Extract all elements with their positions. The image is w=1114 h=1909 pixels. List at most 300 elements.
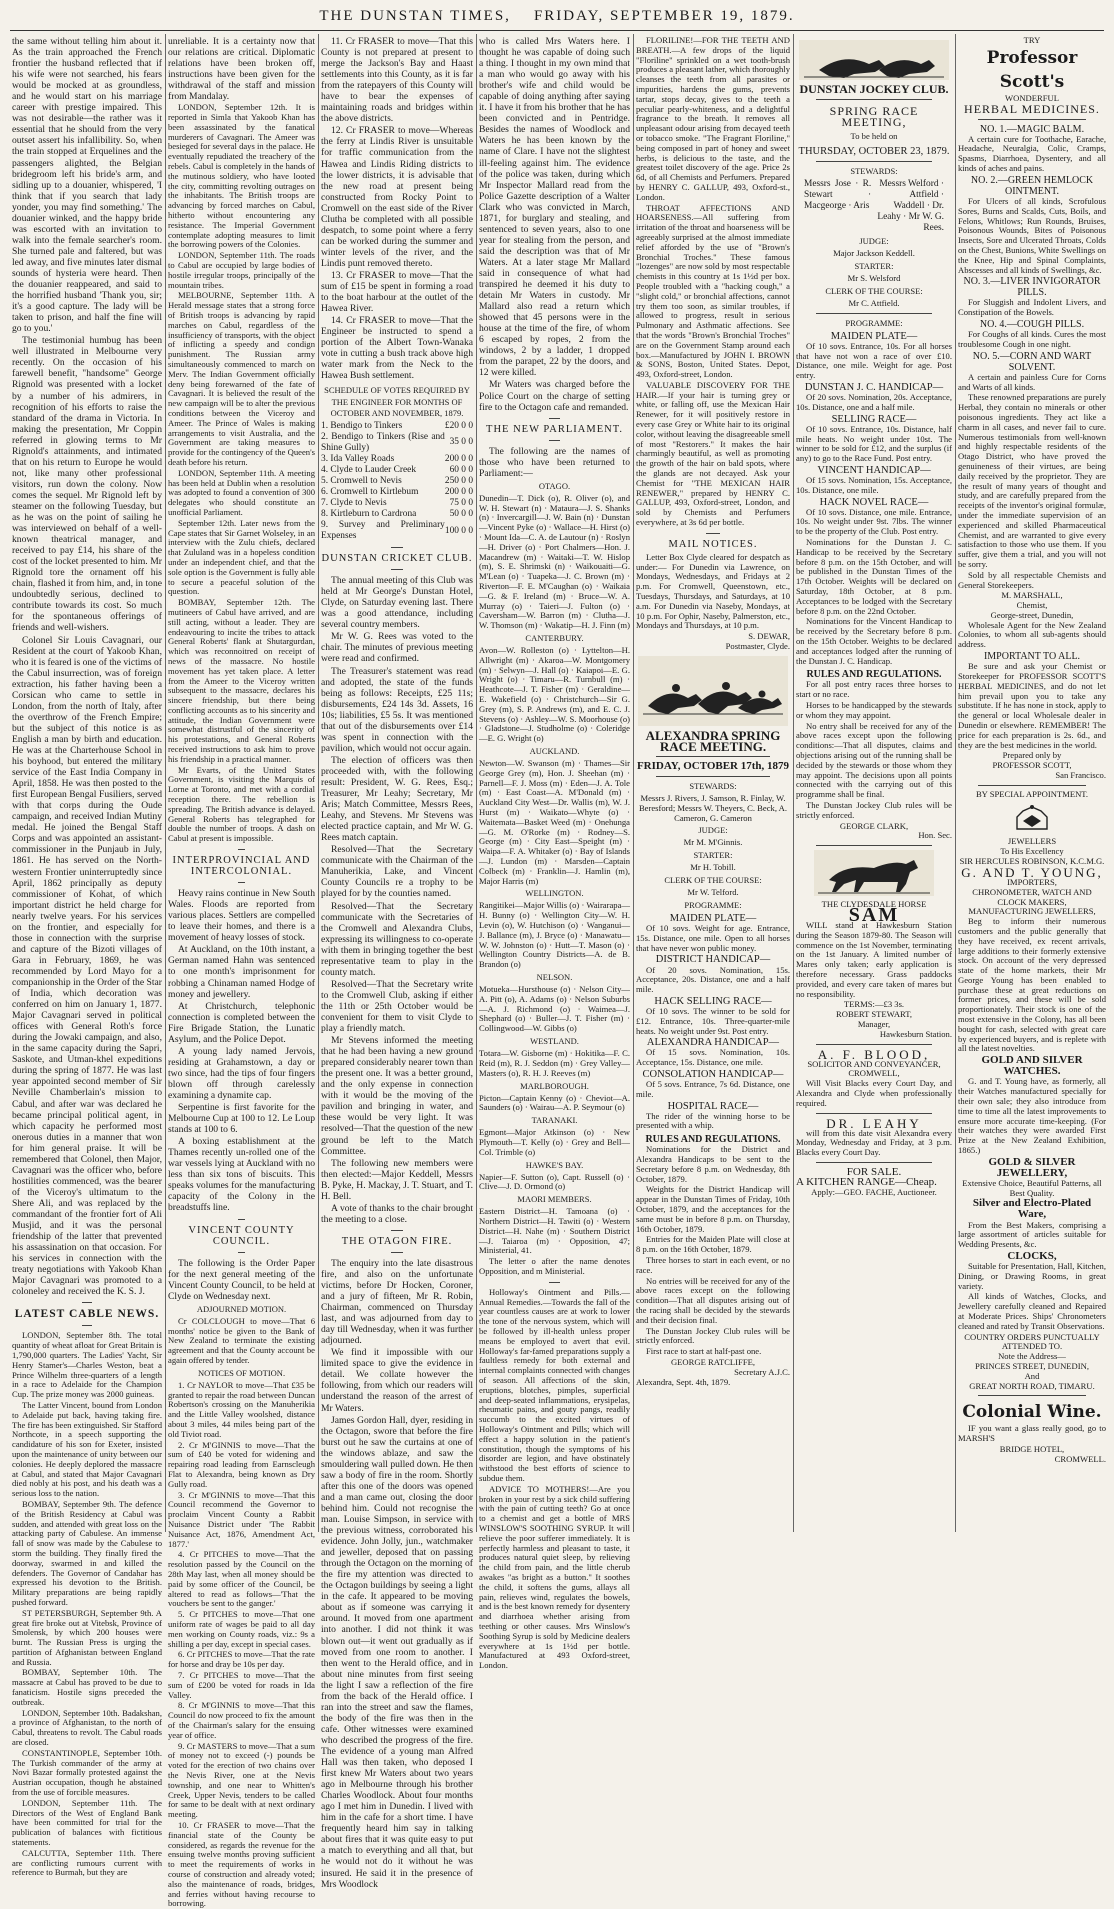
signature: ROBERT STEWART, (836, 1009, 912, 1020)
vote-amount: 100 0 0 (444, 525, 473, 536)
race-name: HACK SELLING RACE— (654, 995, 772, 1007)
story-paragraph: who is called Mrs Waters here. I thought he was capable of doing such a thing. I thought in my own mind that a man who would go away with his brother's wife and child would be capable of doing anything after saying it. I have it from his brother that he has been convicted and in Pentridge. Besides the names of Woodlock and Waters he has been known by the name of Clare. I have not the slightest ill-feeling against him. The evidence of the police was taken, during which Mr Inspector Mallard read from the Police Gazette description of a Walter Clark who was convicted in March, 1871, for burglary and stealing, and sentenced to seven years, also to one year for stealing from the person, and said the description was that of Mr Waters. At a later stage Mr Mallard said in consequence of what had transpired he deemed it his duty to detain Mr Waters in custody. Mr Mallard also read a return which showed that 45 persons were in the house at the time of the fire, of whom 6 escaped by ropes, 2 from the windows, 2 by a ladder, 1 dropped from the parapet, 22 by the doors, and 12 were killed. (479, 36, 630, 379)
story-paragraph: Mr Stevens informed the meeting that he had been having a new ground prepared considerably nearer town than the present one. It was a better ground, and the only expense in connection with it would be the moving of the pavilion and bringing in water, and these would be very light. It was resolved—That the question of the new ground be left to the Match Committee. (321, 1035, 473, 1157)
motion: 13. Cr FRASER to move—That the sum of £15 be spent in forming a road to the boat harbour at the outlet of the Hawea River. (321, 269, 473, 315)
subheading: PROGRAMME: (845, 317, 903, 328)
divider (816, 1113, 932, 1114)
vote-item: 7. Clyde to Nevis (321, 497, 387, 508)
meeting-subtitle: To be held on (850, 131, 898, 142)
signature: PROFESSOR SCOTT, (992, 760, 1072, 771)
ad-kicker: BY SPECIAL APPOINTMENT. (975, 788, 1089, 799)
divider (816, 845, 932, 846)
racehorses-engraving (638, 656, 788, 726)
vote-item: 5. Cromwell to Nevis (321, 475, 402, 486)
cable-item: ST PETERSBURGH, September 9th. A great fire broke out at Vitebsk, Province of Smolensk, by which 200 houses were burnt. The Russian Press is urging the partition of Afghanistan between England and Russia. (12, 1607, 162, 1667)
divider (238, 1252, 245, 1253)
product-text: Be sure and ask your Chemist or Storekeeper for PROFESSOR SCOTT'S HERBAL MEDICINES, and do not let him prevail upon you to take any substitute. If he has none in stock, apply to the general or local Wholesale dealer in Dunedin or elsewhere. REMEMBER! The price for each preparation is 2s. 6d., and they are the best medicines in the world. (958, 661, 1106, 750)
product-text: For Sluggish and Indolent Livers, and Constipation of the Bowels. (958, 297, 1106, 318)
ad-text: Will Visit Blacks every Court Day, and Alexandra and Clyde when professionally required. (796, 1078, 952, 1108)
stewards-block (796, 179, 952, 234)
story-paragraph: A young lady named Jervois, residing at Grahamstown, a day or two since, had the tips of four fingers blown off through carelessly examining a dynamite cap. (168, 1045, 315, 1101)
region-heading: CANTERBURY. (525, 632, 584, 643)
story-paragraph: James Gordon Hall, dyer, residing in the Octagon, swore that before the fire burst out he saw the curtains at one of the windows ablaze, and saw the smouldering wall pulled down. He then saw a body of fire in the room. Shortly after this one of the doors was opened and a man came out, closing the door behind him. Could not recognise the man. Louise Simpson, in service with the previous witness, corroborated his evidence. John Jolly, jun., watchmaker and jeweller, deposed that on passing through the Octagon on the morning of the fire my attention was directed to the Octagon buildings by seeing a light in the cafe. It appeared to be moving about as if someone was carrying it around. It moved from one apartment into another. I did not think it was blown out—it went out gradually as if moved from one room to another. I then went to the Herald office, and in about nine minutes from first seeing the light I saw a reflection of the fire from the back of the Herald office. I ran into the street and saw the flames, the body of the fire was then in the cafe. Other witnesses were examined who described the progress of the fire. The evidence of a young man Alfred Hall was then taken, who deposed I first knew Mr Waters about two years ago in Melbourne through his brother Charles Woodlock. About four months ago I met him in Dunedin. I lived with him in the cafe for a short time. I have frequently heard him say in talking about fires that it was quite easy to put a match to everything and all that, but he would not do it without he was insured. He said it in the presence of Mrs Woodlock (321, 1414, 473, 1890)
story-paragraph: MELBOURNE, September 11th. A Herald message states that a strong force of British troops is advancing by rapid marches on Cabul, regardless of the insufficiency of transports, with the object of inflicting a speedy and condign punishment. The Russian army simultaneously commenced to march on Merv. The Indian Government officially deny being forewarned of the fate of Cavagnari. It is believed the result of the new campaign will be to alter the previous conditions between the Viceroy and Ameer. The Prince of Wales is making arrangements to visit Australia, and the Government are taking measures to provide for the contingency of the Queen's death before his return. (168, 290, 315, 467)
agent-title: Chemist, (1016, 600, 1048, 611)
motion: 11. Cr FRASER to move—That this County is not prepared at present to merge the Jackson's Bay and Haast settlements into this County, as it is far from the ratepayers of this County will have to bear the expenses of maintaining roads and bridges within the above districts. (321, 36, 473, 125)
divider (656, 756, 770, 757)
region-heading: MARLBOROUGH. (520, 1080, 589, 1091)
vote-row (321, 487, 473, 498)
column-divider (165, 34, 166, 1532)
race-name: ALEXANDRA HANDICAP— (646, 1037, 780, 1049)
story-paragraph: September 12th. Later news from the Cape states that Sir Garnet Wolseley, in an interview with the Zulu chiefs, declared that Zululand was in a hopeless condition under an independent chief, and that the sole option is the Government is fully able to secure a peaceful solution of the question. (168, 517, 315, 597)
story-paragraph: The following are the names of those who have been returned to Parliament:— (479, 445, 630, 479)
divider (706, 533, 720, 534)
divider (978, 119, 1086, 120)
subheading: JUDGE: (698, 825, 728, 836)
story-paragraph: A boxing establishment at the Thames recently un-rolled one of the war vessels lying at Auckland with no less than six tons of biscuits. This speaks volumes for the manufacturing capacity of the Colony in the breadstuffs line. (168, 1136, 315, 1214)
ad-heading: CLOCKS, (1007, 1249, 1057, 1262)
section-heading: THE NEW PARLIAMENT. (486, 423, 623, 435)
ad-heading: HERBAL MEDICINES. (964, 101, 1100, 116)
header-rule (10, 30, 1104, 31)
race-details: Of 10 sovs. Weight for age. Entrance, 15s. Distance, one mile. Open to all horses that have never won public money. (636, 923, 790, 953)
race-details: The rider of the winning horse to be presented with a whip. (636, 1110, 790, 1131)
story-paragraph: The following is the Order Paper for the next general meeting of the Vincent County Council, to be held at Clyde on Wednesday next. (168, 1257, 315, 1302)
story-paragraph: At Christchurch, telephonic connection is completed between the Fire Brigade Station, the Lunatic Asylum, and the Police Depot. (168, 1000, 315, 1045)
story-paragraph: The annual meeting of this Club was held at Mr George's Dunstan Hotel, Clyde, on Saturday evening last. There was a good attendance, including several country members. (321, 575, 473, 631)
divider (391, 1252, 403, 1253)
column-4 (479, 36, 630, 1671)
jockey-club-heading: DUNSTAN JOCKEY CLUB. (799, 82, 949, 96)
advertisement: THROAT AFFECTIONS AND HOARSENESS.—All suffering from irritation of the throat and hoarseness will be agreeably surprised at the almost immediate relief afforded by the use of "Brown's Bronchial Troches." These famous "lozenges" are now sold by most respectable chemists in this country at 1s 1½d per box. People troubled with a "hacking cough," a "slight cold," or bronchial affections, cannot try them too soon, as similar troubles, if allowed to progress, result in serious Pulmonary and Asthmatic affections. See that the words "Brown's Bronchial Troches" are on the Government Stamp around each box.—Manufactured by JOHN I. BROWN & SONS, Boston, United States. Depot, 493, Oxford-street, London. (636, 202, 790, 380)
rule: The Dunstan Jockey Club rules will be strictly enforced. (796, 800, 952, 820)
story-paragraph: Resolved—That the Secretary communicate with the Chairman of the Manuherikia, Lake, and Vincent County Councils re a trophy to be played for by the counties named. (321, 844, 473, 900)
rule: For all post entry races three horses to start or no race. (796, 679, 952, 700)
story-paragraph: LONDON, September 11th. The roads to Cabul are occupied by large bodies of hostile irregular troops, principally of the mountain tribes. (168, 250, 315, 290)
race-name: VINCENT HANDICAP— (817, 464, 931, 476)
vote-item: 8. Kirtleburn to Cardrona (321, 508, 417, 519)
ad-name: A. F. BLOOD, (817, 1046, 931, 1062)
story-paragraph: We find it impossible with our limited space to give the evidence in detail. We collate however the following, from which our readers will understand the reason of the arrest of Mr Waters. (321, 1347, 473, 1414)
region-heading: WESTLAND. (530, 1036, 579, 1047)
story-paragraph: LONDON, September 12th. It is reported in Simla that Yakoob Khan has been assassinated by the fanatical murderers of Cavagnari. The Ameer was besieged for several days in the palace. He eventually repudiated the treachery of the rebels. Cabul is completely in the hands of the mutinous soldiery, who have looted the city, committing revolting outrages on the inhabitants. The British troops are advancing by forced marches on Cabul, hitherto without encountering any resistance. The Imperial Government contemplate adopting measures to limit the borrowing powers of the Colonies. (168, 102, 315, 250)
members-list: Rangitikei—Major Willis (o) · Wairarapa—H. Bunny (o) · Wellington City—W. H. Levin (o), W. Hutchison (o) · Wanganui—J. Ballance (m), J. Bryce (o) · Manawatu—W. W. Johnston (o) · Hutt—T. Mason (o) · Wellington Country Districts—A. de B. Brandon (o) (479, 900, 630, 970)
vote-amount: 200 0 0 (444, 486, 473, 497)
vote-row (321, 432, 473, 454)
signature: Hawkesburn Station. (879, 1028, 952, 1039)
stewards-list: Messrs J. Rivers, J. Samson, R. Finlay, W. Beresford; Messrs W. Theyers, C. Beck, A. Cameron, G. Cameron (638, 793, 788, 823)
product-text: These renowned preparations are purely Herbal, they contain no minerals or other poisonous ingredients. They act like a charm in all cases, and never fail to cure. Numerous testimonials from well-known and highly respectable residents of the Otago District, who have proved the genuineness of their virtues, are being daily received by the proprietor. They are the result of many years of thought and study, and are carefully prepared from the receipts of the inventor's original formulæ, under the immediate supervision of an experienced and skilled Pharmaceutical Chemist, and are warranted to give every satisfaction to those who use them. If you suffer, give them a trial, and you will not be sorry. (958, 392, 1106, 569)
divider (238, 849, 245, 850)
story-paragraph: The enquiry into the late disastrous fire, and also on the unfortunate victims, before Dr Hocken, Coroner, and a jury of fifteen, Mr R. Robin, Chairman, commenced on Thursday last, and was adjourned from day to day till Wednesday, when it was further adjourned. (321, 1257, 473, 1347)
race-name: MAIDEN PLATE— (830, 330, 918, 342)
vote-item: 1. Bendigo to Tinkers (321, 420, 403, 431)
motion: 9. Cr MASTERS to move—That a sum of money not to exceed (-) pounds be voted for the erection of two chains over the Nevis River, one at the Nevis township, and one near to Whitten's Creek, Upper Nevis, tenders to be called for same to be dealt with at next ordinary meeting. (168, 1740, 315, 1820)
motion: 1. Cr NAYLOR to move—That £35 be granted to repair the road between Duncan Robertson's crossing on the Manuherikia and the Little Valley woolshed, distance about 3 miles, 44 miles being part of the old Tiviot road. (168, 1379, 315, 1439)
subheading: STEWARDS: (850, 165, 898, 176)
ad-town: CROMWELL, (848, 1068, 900, 1079)
story-paragraph: Mr Waters was charged before the Police Court on the charge of setting fire to the Octagon cafe and remanded. (479, 379, 630, 413)
story-paragraph: The Treasurer's statement was read and adopted, the state of the funds being as follows: Receipts, £25 11s; disbursements, £24 14s 3d. Assets, 16 10s; liabilities, £5 5s. It was mentioned that out of the disbursements over £14 was spent in connection with the pavilion, which would not occur again. (321, 665, 473, 754)
motion: 14. Cr FRASER to move—That the Engineer be instructed to spend a portion of the Albert Town-Wanaka vote in cutting a bush track above high water mark from the Neck to the Hawea Bush settlement. (321, 315, 473, 382)
ad-heading: Silver and Electro-Plated Ware, (972, 1197, 1092, 1221)
ad-title: SOLICITOR AND CONVEYANCER, (807, 1058, 941, 1069)
divider (816, 1162, 932, 1163)
motion: 4. Cr PITCHES to move—That the resolution passed by the Council on the 28th May last, when all money should be paid by some officer of the Council, be altered to read as follows—'That the vouchers be sent to the ganger.' (168, 1549, 315, 1609)
rule: The Dunstan Jockey Club rules will be strictly enforced. (636, 1325, 790, 1346)
product-name: NO. 1.—MAGIC BALM. (979, 123, 1085, 135)
rule: Three horses to start in each event, or no race. (636, 1255, 790, 1275)
cable-item: LONDON, September 10th. Badakshan, a province of Afghanistan, to the north of Cabul, threatens to revolt. The Cabul roads are closed. (12, 1707, 162, 1748)
masthead-title: THE DUNSTAN TIMES, (319, 8, 511, 24)
vote-row (321, 498, 473, 509)
column-6 (796, 36, 952, 1532)
professor-scott-title: Professor Scott's (986, 47, 1078, 92)
rules-heading: RULES AND REGULATIONS. (806, 669, 942, 681)
race-name: CONSOLATION HANDICAP— (642, 1068, 784, 1080)
stewards-left: Messrs Jose · R. Stewart · Macgeorge · Aris (804, 179, 872, 212)
meeting-date: THURSDAY, OCTOBER 23, 1879. (798, 145, 950, 157)
address: PRINCES STREET, DUNEDIN, (975, 1360, 1089, 1371)
story-paragraph: LONDON, September 11th. A meeting has been held at Dublin when a resolution was adopted to found a convention of 300 delegates who should constitute an unofficial Parliament. (168, 467, 315, 517)
rule: Horses to be handicapped by the stewards or whom they may appoint. (796, 700, 952, 720)
ad-name: DR. LEAHY (826, 1115, 922, 1131)
address: And (1024, 1370, 1040, 1381)
race-details: Of 10 sovs. Entrance, 10s. For all horses that have not won a race of over £10. Distance, one mile. Weight for age. Post entry. (796, 340, 952, 381)
clerk: Mr C. Attfield. (848, 298, 900, 308)
vote-row (321, 454, 473, 465)
ad-kicker: JEWELLERS (1007, 836, 1057, 847)
agent-name: M. MARSHALL, (1001, 590, 1063, 601)
region-heading: NELSON. (536, 972, 573, 983)
race-date: FRIDAY, OCTOBER 17th, 1879 (636, 759, 790, 772)
story-paragraph: The election of officers was then proceeded with, with the following result: President, W. G. Rees, Esq.; Treasurer, Mr Leahy; Secretary, Mr Aris; Match Committee, Messrs Rees, Leahy, and Stevens. Mr Stevens was elected practice captain, and Mr W. G. Rees match captain. (321, 754, 473, 844)
address: GREAT NORTH ROAD, TIMARU. (969, 1380, 1095, 1391)
motion: 8. Cr M'GINNIS to move—That this Council do now proceed to fix the amount of the Chairman's salary for the ensuing year of office. (168, 1700, 315, 1740)
vote-row (321, 520, 473, 542)
signature: GEORGE RATCLIFFE, (670, 1357, 756, 1368)
clerk: Mr W. Telford. (687, 887, 739, 898)
motion: 12. Cr FRASER to move—Whereas the ferry at Lindis River is unsuitable for traffic communication from the Hawea and Lindis Riding districts to the lower districts, it is advisable that the new road at present being constructed from Rocky Point to Cromwell on the east side of the River Clutha be completed with all possible despatch, to some point where a ferry can be worked during the summer and winter levels of the river, and the Lindis punt removed thereto. (321, 125, 473, 269)
product-name: NO. 4.—COUGH PILLS. (979, 319, 1085, 331)
motion: 6. Cr PITCHES to move—That the rate for horse and dray be 10s per day. (168, 1649, 315, 1670)
vote-item: 9. Survey and Preliminary Expenses (321, 520, 445, 542)
members-list: Motueka—Hursthouse (o) · Nelson City—A. Pitt (o), A. Adams (o) · Nelson Suburbs—A. J. Richmond (o) · Waimea—J. Shephard (o) · Buller—J. T. Fisher (m) · Collingwood—W. Gibbs (o) (479, 984, 630, 1034)
motion: 10. Cr FRASER to move—That the financial state of the County be considered, as regards the revenue for the ensuing twelve months proving sufficient to meet the requirements of works in course of construction and already voted; also the maintenance of roads, bridges, and ferries without having recourse to borrowing. (168, 1819, 315, 1909)
cable-item: CONSTANTINOPLE, September 10th. The Turkish commander of the army at Novi Bazar formally protested against the Austrian occupation, though he abstained from the use of forcible measures. (12, 1747, 162, 1798)
motion: 7. Cr PITCHES to move—That the sum of £200 be voted for roads in Ida Valley. (168, 1669, 315, 1700)
divider (816, 313, 932, 314)
members-list: Dunedin—T. Dick (o), R. Oliver (o), and W. H. Stewart (n) · Mataura—J. S. Shanks (n) · Invercargill—J. W. Bain (n) · Dunstan—Vincent Pyke (o) · Wallace—H. Hirst (o) · Mount Ida—C. A. de Lautour (n) · Roslyn—H. Driver (o) · Port Chalmers—Hon. J. Macandrew (m) · Waitaki—T. W. Hislop (m), S. E. Shrimski (n) · Waikouaiti—G. M'Lean (o) · Tuapeka—J. C. Brown (m) · Riverton—F. E. M'Caughan (o) · Waikaia—G. & F. Ireland (m) · Bruce—W. A. Murray (o) · Taieri—J. Fulton (o) · Caversham—W. Barron (m) · Clutha—J. W. Thomson (m) · Wakatip—H. J. Finn (m) (479, 492, 630, 631)
product-text: For Ulcers of all kinds, Scrofulous Sores, Burns and Scalds, Cuts, Boils, and Felons, Whitlows; Run Rounds, Bruises, Poisonous Wounds, Bites of Poisonous Insects, Sore and Ulcerated Throats, Colds on the Chest, Bunions, White Swellings on the Knee, Hip and Spinal Complaints, Abscesses and all kinds of Swellings, &c. (958, 195, 1106, 275)
ad-text: Beg to inform their numerous customers and the public generally that they have received, ex recent arrivals, large additions to their formerly extensive stock. On account of the very depressed state of the home markets, their Mr George Young has been enabled to purchase these at great reductions on former prices, and these will be sold proportionately. Their stock is one of the most extensive in the Colony, has all been bought for cash, selected with great care by experienced buyers, and is replete with all the latest novelties. (958, 916, 1106, 1054)
divider (238, 882, 245, 883)
divider (391, 569, 403, 570)
divider (816, 161, 932, 162)
vote-item: 4. Clyde to Lauder Creek (321, 464, 417, 475)
story-paragraph: Mr W. G. Rees was voted to the chair. The minutes of previous meeting were read and confirmed. (321, 631, 473, 665)
members-list: Egmont—Major Atkinson (o) · New Plymouth—T. Kelly (o) · Grey and Bell—Col. Trimble (o) (479, 1127, 630, 1157)
vote-amount: 200 0 0 (444, 453, 473, 464)
subheading: STARTER: (693, 850, 733, 861)
product-name: NO. 5.—CORN AND WART SOLVENT. (972, 350, 1092, 373)
rule: First race to start at half-past one. (646, 1346, 762, 1357)
vote-amount: 75 0 0 (449, 497, 473, 508)
section-heading: MAIL NOTICES. (668, 538, 758, 550)
vote-amount: £20 0 0 (444, 420, 473, 431)
ad-text: From the Best Makers, comprising a large assortment of articles suitable for Wedding Presents, &c. (958, 1219, 1106, 1250)
race-name: DISTRICT HANDICAP— (655, 954, 771, 966)
nomination-notice: Nominations for the Vincent Handicap to be received by the Secretary before 8 p.m. on the 15th October. Weights to be declared and acceptances lodged after the running of the Dunstan J. C. Handicap. (796, 616, 952, 666)
product-text: A certain and painless Cure for Corns and Warts of all kinds. (958, 371, 1106, 392)
vote-item: 3. Ida Valley Roads (321, 453, 395, 464)
section-heading: VINCENT COUNTY COUNCIL. (188, 1224, 295, 1247)
advertisement: FLORILINE!—FOR THE TEETH AND BREATH.—A few drops of the liquid "Floriline" sprinkled on a wet tooth-brush produces a pleasant lather, which thoroughly cleanses the teeth from all parasites or impurities, hardens the gums, prevents tartar, stops decay, gives to the teeth a peculiar pearly-whiteness, and a delightful fragrance to the breath. It removes all unpleasant odour arising from decayed teeth or tobacco smoke. "The Fragrant Floriline," being composed in part of honey and sweet herbs, is delicious to the taste, and the greatest toilet discovery of the age. Price 2s 6d, of all Chemists and Perfumers. Prepared by HENRY C. GALLUP, 493, Oxford-st., London. (636, 35, 790, 202)
cable-item: BOMBAY, September 10th. The massacre at Cabul has proved to be due to fanaticism. Hostile signs preceded the outbreak. (12, 1667, 162, 1707)
race-name: DUNSTAN J. C. HANDICAP— (804, 382, 944, 394)
column-7 (958, 36, 1106, 1532)
product-text: For Coughs of all kinds. Cures the most troublesome Cough in one night. (958, 329, 1106, 349)
votes-heading: SCHEDULE OF VOTES REQUIRED BY THE ENGINEER FOR MONTHS OF OCTOBER AND NOVEMBER, 1879. (324, 385, 470, 418)
judge: Mr M. M'Ginnis. (683, 837, 743, 848)
divider (82, 1325, 92, 1326)
judge: Major Jackson Keddell. (833, 248, 915, 259)
story-paragraph: The testimonial humbug has been well illustrated in Melbourne very recently. On the occasion of his farewell benefit, "handsome" George Rignold was presented with a locket by a number of his admirers, in recognition of his efforts to raise the standard of the drama in Victoria. In making the presentation, Mr Coppin referred in glowing terms to Mr Rignold's attainments, and intimated that on his return to Europe he would not, like many other professional visitors, run down the colony. Now comes the sequel. Mr Rignold left by steamer on the following Tuesday, but as he was on the point of sailing he was interviewed on behalf of a well-known theatrical manager, and received to pay £14, his share of the cost of the locket presented to him. Mr Rignold tore the ornament off his chain, flashed it from him, and, in tone undoubtedly serious, declined to contribute towards its cost. So much for the spontaneous offerings of friends and well-wishers. (12, 335, 162, 634)
starter: Mr S. Welsford (847, 273, 901, 284)
race-engraving (799, 40, 949, 80)
ad-text: Prepared only by (1002, 750, 1062, 761)
race-details: Of 20 sovs. Nomination, 15s. Acceptance, 20s. Distance, one and a half mile. (636, 964, 790, 995)
signature: Secretary A.J.C. (734, 1366, 790, 1377)
story-paragraph: Resolved—That the Secretary write to the Cromwell Club, asking if either the 11th or 25th October would be convenient for them to visit Clyde to play a friendly match. (321, 978, 473, 1035)
product-text: A certain cure for Toothache, Earache, Headache, Neuralgia, Colic, Cramps, Spasms, Diarrhoea, Dysentery, and all kinds of aches and pains. (958, 133, 1106, 174)
horse-engraving (814, 850, 934, 896)
region-heading: AUCKLAND. (529, 746, 580, 756)
region-heading: HAWKE'S BAY. (525, 1159, 584, 1170)
story-paragraph: unreliable. It is a certainty now that our relations are critical. Diplomatic relations have been broken off, instructions have been given for the withdrawal of the staff and mission from Mandalay. (168, 36, 315, 103)
story-paragraph: Mr Evarts, of the United States Government, is visiting the Marquis of Lorne at Toronto, and met with a cordial reception there. The rebellion is spreading. The British advance is delayed. General Roberts has telegraphed for double the number of troops. A dash on Cabul at present is impossible. (168, 764, 315, 844)
meeting-title: SPRING RACE MEETING, (829, 104, 919, 130)
members-list: Picton—Captain Kenny (o) · Cheviot—A. Saunders (o) · Wairau—A. P. Seymour (o) (479, 1092, 630, 1113)
rule: Entries for the Maiden Plate will close at 8 p.m. on the 16th October, 1879. (636, 1234, 790, 1255)
race-details: Of 20 sovs. Nomination, 20s. Acceptance, 10s. Distance, one and a half mile. (796, 392, 952, 412)
hotel-town: CROMWELL. (1054, 1453, 1106, 1464)
subheading: STARTER: (854, 261, 894, 272)
subheading: PROGRAMME: (684, 899, 742, 910)
ad-text: All kinds of Watches, Clocks, and Jewellery carefully cleaned and Repaired at Moderate Prices. Ships' Chronometers cleaned and rated by Transit Observations. (958, 1291, 1106, 1331)
ad-text: A KITCHEN RANGE—Cheap. (796, 1176, 937, 1189)
column-divider (476, 34, 477, 1532)
race-details: Of 15 sovs. Nomination, 10s. Acceptance, 15s. Distance, one mile. (636, 1047, 790, 1068)
ad-text: IF you want a glass really good, go to MARSH'S (958, 1423, 1106, 1444)
ad-kicker: To His Excellency (1000, 846, 1064, 857)
product-text: Wholesale Agent for the New Zealand Colonies, to whom all sub-agents should address. (958, 619, 1106, 650)
story-paragraph: Colonel Sir Louis Cavagnari, our Resident at the court of Yakoob Khan, who it is feared is one of the victims of the Cabul insurrection, was of foreign extraction, his father having been a Corsican who came to settle in London, from the north of Italy, after the overthrow of the French Empire; but the subject of this notice is as English a man by birth and education. He was at the Charterhouse School in his boyhood, but entered the military service of the East India Company in April, 1858. He was then posted to the first European Bengal Fusiliers, served with that corps during the Oude campaign, and received Indian Mutiny medal. He joined the Bengal Staff Corps and was appointed an assistant-commissioner in the Punjaub in July, 1861. He has served on the North-western Frontier uninterruptedly since April, 1862 principally as deputy commissioner of Kohat, of which important district he held charge for nearly twelve years. For his services on the frontier, and especially for those in connection with the surprise and capture of the Bizoti villages of Gara in February, 1869, he was recommended by Lord Mayo for a companionship in the Order of the Star of India, which decoration was conferred on him on January 1, 1877. Major Cavagnari served in political offices with General Roth's force during the Jowaki campaign, and also, in the same capacity during the Sapri, Saskote, and Utman-khel expeditions during the spring of 1877. He was last year appointed second member of Sir Neville Chamberlain's mission to Cabul, and after war was declared he became principal political agent, in which capacity he performed most onerous duties in a manner that won for him general praise. It will be remembered that Colonel, then Major, Cavagnari was the officer who, before hostilities commenced, was the bearer of the Viceroy's ultimatum to the Shere Ali, and was replaced by the commandant of the frontier fort of Ali Musjid, and it was the personal friendship of the latter that prevented his assassination on that occasion. For his services in connection with the treaty negotiations with Yakoob Khan Major Cavagnari was promoted to a coloneley and received the K. S. J. (12, 634, 163, 1298)
race-details: Of 5 sovs. Entrance, 7s 6d. Distance, one mile. (636, 1079, 790, 1099)
signature: Hon. Sec. (918, 830, 952, 841)
vote-row (321, 465, 473, 476)
column-1 (12, 36, 163, 1878)
members-list: Avon—W. Rolleston (o) · Lyttelton—H. Allwright (m) · Akaroa—W. Montgomery (m) · Selwyn—J. Hall (o) · Kaiapoi—E. G. Wright (o) · Timaru—R. Turnbull (m) · Heathcote—J. T. Fisher (m) · Geraldine—E. Wakefield (o) · Christchurch—Sir G. Grey (m), S. P. Andrews (m), and E. C. J. Stevens (o) · Ashley—W. S. Moorhouse (o) · Gladstone—J. Studholme (o) · Coleridge—E. G. Wright (o) (479, 645, 630, 744)
hotel-name: BRIDGE HOTEL, (999, 1443, 1065, 1454)
advertisement: Holloway's Ointment and Pills.—Annual Remedies.—Towards the fall of the year countless causes are at work to lower the tone of the nervous system, which will be followed by ill-health unless proper means be employed to avert that evil. Holloway's far-famed preparations supply a faultless remedy for both external and internal complaints connected with changes of season. All affections of the skin, eruptions, blotches, pimples, superficial and deep-seated inflammations, erysipelas, rheumatic pains, and gouty pangs, readily succumb to the excited virtues of Holloway's Ointment and Pills; which will effect a happy solution in the patient's constitution, though the symptoms of his disorder are legion, and have obstinately withstood the best efforts of science to subdue them. (479, 1286, 630, 1483)
rule: Nominations for the District and Alexandra Handicaps to be sent to the Secretary before 8 p.m. on Wednesday, 8th October, 1879. (636, 1144, 790, 1184)
alexandra-race-heading: ALEXANDRA SPRING RACE MEETING. (645, 727, 781, 754)
signature: San Francisco. (1055, 769, 1106, 780)
divider (549, 418, 560, 419)
signature: Alexandra, Sept. 4th, 1879. (636, 1376, 731, 1387)
divider (549, 1282, 560, 1283)
members-list: Totara—W. Gisborne (m) · Hokitika—F. C. Reid (m), R. J. Seddon (m) · Grey Valley—Masters (o), R. H. J. Reeves (m) (479, 1048, 630, 1078)
vote-item: 2. Bendigo to Tinkers (Rise and Shine Gully) (321, 431, 445, 453)
masthead-date: FRIDAY, SEPTEMBER 19, 1879. (533, 8, 795, 24)
cable-item: LONDON, September 11th. The Directors of the West of England Bank have been committed for trial for the publication of balances with fictitious statements. (12, 1797, 162, 1848)
ad-kicker: IMPORTERS, (1007, 876, 1057, 887)
colonial-wine-title: Colonial Wine. (962, 1402, 1102, 1423)
rules-heading: RULES AND REGULATIONS. (645, 1134, 781, 1146)
ad-text: G. and T. Young have, as formerly, all their Watches manufactured specially for their own sale; they also introduce from time to time all the latest improvements to ensure more accurate time-keeping. (For their watches they were awarded First Prize at the New Zealand Exhibition, 1865.) (958, 1076, 1106, 1155)
ad-text: WILL stand at Hawkesburn Station during the Season 1879-80. The Season will commence on the 1st November, terminating on the 1st January. A limited number of Mares only taken; early application is therefore necessary. Grass paddocks provided, and every care taken of mares but no responsibility. (796, 920, 952, 999)
race-name: SELLING RACE— (831, 413, 917, 425)
ad-kicker: WONDERFUL (1005, 92, 1059, 103)
ad-text: will from this date visit Alexandra every Monday, Wednesday and Friday, at 3 p.m. Blacks every Court Day. (796, 1127, 952, 1158)
starter: Mr H. Tobill. (690, 862, 736, 873)
divider (391, 547, 403, 548)
race-name: HACK NOVEL RACE— (819, 496, 929, 508)
race-name: MAIDEN PLATE— (669, 913, 757, 925)
column-divider (793, 34, 794, 1532)
race-details: Of 10 sovs. Distance, one mile. Entrance, 10s. No weight under 9st. 7lbs. The winner to be the property of the Club. Post entry. (796, 506, 952, 537)
story-paragraph: BOMBAY, September 12th. The mutineers of Cabul have arrived, and are still acting, without a leader. They are endeavouring to incite the tribes to attack General Roberts' flank at Shutargurdan, which was reconnoitred on receipt of news of the massacre. No hostile movement has yet taken place. A letter from the Ameer to the Viceroy written subsequent to the massacre, declares his sincere friendship, but there being conflicting accounts as to his sincerity and attitude, the Indian Government were somewhat distrustful of the sincerity of his protestations, and General Roberts received instructions to ask him to prove his friendship in a practical manner. (168, 597, 315, 764)
divider (656, 776, 770, 777)
story-paragraph: Heavy rains continue in New South Wales. Floods are reported from various places. Settlers are compelled to leave their homes, and there is a movement of heavy losses of stock. (168, 888, 315, 944)
section-heading: THE OTAGON FIRE. (341, 1235, 453, 1247)
region-heading: OTAGO. (538, 480, 571, 491)
race-details: Of 10 sovs. The winner to be sold for £12. Entrance, 10s. Three-quarter-mile heats. No weight under 9st. Post entry. (636, 1005, 790, 1036)
column-divider (318, 34, 319, 1532)
ad-kicker: MANUFACTURING JEWELLERS, (968, 906, 1096, 917)
product-name: NO. 2.—GREEN HEMLOCK OINTMENT. (970, 174, 1094, 197)
story-paragraph: A vote of thanks to the chair brought the meeting to a close. (321, 1202, 473, 1225)
cable-item: LONDON, September 8th. The total quantity of wheat afloat for Great Britain is 1,790,000 quarters. The Ladies' Yacht, Sir Henry Stamer's—Charles Weston, beat a Prince Wilhelm three-quarters of a length in a race to Adelaide for the Champion Cup. The prize money was 2000 guineas. (12, 1330, 162, 1400)
subheading: ADJOURNED MOTION. (196, 1303, 287, 1314)
motion: 2. Cr M'GINNIS to move—That the sum of £40 be voted for widening and repairing road leading from Earnscleugh Flat to Alexandra, being known as Dry Gully road. (168, 1439, 315, 1489)
ad-heading: FOR SALE. (846, 1166, 902, 1179)
divider (82, 1302, 92, 1303)
advertisement: VALUABLE DISCOVERY FOR THE HAIR.—If your hair is turning grey or white, or falling off, use the Mexican Hair Renewer, for it will positively restore in every case Grey or White hair to its original color, without leaving the disagreeable smell of most "Restorers." It makes the hair charmingly beautiful, as well as promoting the growth of the hair on bald spots, where the glands are not decayed. Ask your Chemist for "THE MEXICAN HAIR RENEWER," prepared by HENRY C. GALLUP, 493, Oxford-street, London, and sold by Chemists and Perfumers everywhere, at 3s 6d per bottle. (636, 379, 790, 528)
ad-kicker: TRY (1023, 35, 1041, 45)
section-heading: DUNSTAN CRICKET CLUB. (321, 553, 473, 565)
ad-text: Extensive Choice, Beautiful Patterns, all Best Quality. (962, 1177, 1102, 1198)
divider (978, 1395, 1086, 1396)
section-heading: INTERPROVINCIAL AND INTERCOLONIAL. (172, 855, 311, 878)
divider (549, 440, 560, 441)
running-head (0, 8, 1114, 30)
rule: Weights for the District Handicap will appear in the Dunstan Times of Friday, 10th October, 1879, and the acceptances for the same must be in before 8 p.m. on Thursday, 16th October, 1879. (636, 1184, 790, 1234)
vote-row (321, 421, 473, 432)
motion: Cr COLCLOUGH to move—That 6 months' notice be given to the Bank of New Zealand to terminate the existing agreement and that the County account be again offered by tender. (168, 1315, 315, 1366)
race-details: Of 10 sovs. Entrance, 10s. Distance, half mile heats. No weight under 10st. The winner to be sold for £12, and the surplus (if any) to go to the Race Fund. Post entry. (796, 423, 952, 464)
cable-item: The Latter Vincent, bound from London to Adelaide put back, having taking fire. The fire has been extinguished. Sir Stafford Northcote, in a speech supporting the candidature of his son for Exeter, insisted upon the maintenance of unity between our colonies. He deeply deplored the massacre at Cabul, and stated that Major Cavagnari died nobly at his post, and his death was a serious loss to the nation. (12, 1399, 162, 1499)
race-name: HOSPITAL RACE— (667, 1100, 759, 1112)
ad-heading: GOLD & SILVER JEWELLERY, (988, 1155, 1076, 1179)
subheading: CLERK OF THE COURSE: (664, 875, 762, 886)
region-heading: TARANAKI. (531, 1115, 578, 1126)
advertisement: ADVICE TO MOTHERS!—Are you broken in your rest by a sick child suffering with the pain of cutting teeth? Go at once to a chemist and get a bottle of MRS WINSLOW'S SOOTHING SYRUP. It will relieve the poor sufferer immediately. It is perfectly harmless and pleasant to taste, it produces natural quiet sleep, by relieving the child from pain, and the little cherub awakes "as bright as a button." It soothes the child, it softens the gums, allays all pain, relieves wind, regulates the bowels, and is the best known remedy for dysentery and diarrhoea whether arising from teething or other causes. Mrs Winslow's Soothing Syrup is sold by Medicine dealers everywhere at 1s 1½d per bottle. Manufactured at 493 Oxford-street, London. (479, 1483, 630, 1671)
signature: GEORGE CLARK, (839, 820, 909, 831)
column-3 (321, 36, 473, 1890)
votes-table (321, 421, 473, 543)
members-list: Eastern District—H. Tamoana (o) · Northern District—H. Tawiti (o) · Western District—H. Nahe (m) · Southern District—J. Taiaroa (m) · Opposition, 47; Ministerial, 41. (479, 1206, 630, 1256)
subheading: NOTICES OF MOTION. (197, 1367, 286, 1378)
divider (816, 1044, 932, 1045)
rule: No entries will be received for any of the above races except on the following condition—That all disputes arising out of the racing shall be decided by the stewards and their decision final. (636, 1275, 790, 1325)
signature: Postmaster, Clyde. (725, 641, 790, 652)
agent-address: George-street, Dunedin, (990, 609, 1074, 620)
story-paragraph: Serpentine is first favorite for the Melbourne Cup at 100 to 12. Le Loup stands at 100 to 6. (168, 1102, 315, 1136)
divider (238, 1219, 245, 1220)
story-paragraph: At Auckland, on the 10th instant, a German named Hahn was sentenced to one month's imprisonment for robbing a Chinaman named Hodge of money and jewellery. (168, 944, 315, 1000)
ad-heading: THE CLYDESDALE HORSE (821, 899, 927, 910)
ad-heading: IMPORTANT TO ALL. (983, 651, 1081, 663)
nomination-notice: Nominations for the Dunstan J. C. Handicap to be received by the Secretary before 8 p.m. on the 15th October, and will be published in the Dunstan Times of the 17th October. Weights will be declared on Saturday, 18th October, at 8 p.m. Acceptances to be lodged with the Secretary before 8 p.m. on the 22nd October. (796, 537, 952, 616)
ad-kicker: CHRONOMETER, WATCH AND CLOCK MAKERS, (972, 886, 1092, 907)
column-5 (636, 36, 790, 1532)
members-list: Napier—F. Sutton (o), Capt. Russell (o) · Clive—J. D. Ormond (o) (479, 1171, 630, 1192)
story-paragraph: The following new members were then elected:—Major Keddell, Messrs B. Pyke, H. Mackay, J. T. Stuart, and T. H. Bell. (321, 1157, 473, 1202)
vote-row (321, 476, 473, 487)
column-divider (633, 34, 634, 1532)
ad-terms: TERMS:—£3 3s. (843, 999, 905, 1010)
stewards-right: Messrs Welford · Attfield · Waddell · Dr. Leahy · Mr W. G. Rees. (877, 179, 944, 234)
vote-item: 6. Cromwell to Kirtlebum (321, 486, 419, 497)
cable-item: BOMBAY, September 9th. The defence of the British Residency at Cabul was sudden, and attended with great loss on the attacking party of Cabulese. An immense fall of snow was made by the Cabulese to storm the building. They finally fired the doorway, swarmed in and killed the defenders. The Governor of Candahar has expressed his devotion to the British. Military preparations are being rapidly pushed forward. (12, 1498, 162, 1607)
subheading: JUDGE: (859, 236, 889, 247)
mail-notice: Letter Box Clyde cleared for despatch as under:— For Dunedin via Lawrence, on Mondays, Wednesdays, and Fridays at 2 p.m. For Cromwell, Queenstown, etc., Tuesdays, Thursdays, and Saturdays, at 10 a.m. For Dunedin via Naseby, Mondays, at 10 p.m. For Ophir, Naseby, Palmerston, etc., Mondays and Thursdays, at 10 p.m. (636, 551, 790, 631)
section-heading: LATEST CABLE NEWS. (14, 1308, 160, 1321)
column-divider (955, 34, 956, 1532)
divider (978, 785, 1086, 786)
ad-text: Suitable for Presentation, Hall, Kitchen, Dining, or Drawing Rooms, in great variety. (958, 1260, 1106, 1291)
vote-amount: 50 0 0 (449, 508, 473, 519)
vote-row (321, 509, 473, 520)
vote-amount: 60 0 0 (449, 464, 473, 475)
motion: 3. Cr M'GINNIS to move—That this Council recommend the Governor to proclaim Vincent County a Rabbit Nuisance District under 'The Rabbit Nuisance Act, 1876, Amendment Act, 1877.' (168, 1489, 315, 1549)
rule: No entry shall be received for any of the above races except upon the following conditions:—That all disputes, claims and objections arising out of the running shall be decided by the stewards or those whom they may appoint. The decisions upon all points connected with the carrying out of this programme shall be final. (796, 720, 952, 800)
column-2 (168, 36, 315, 1909)
subheading: STEWARDS: (689, 781, 737, 791)
members-note: The letter o after the name denotes Opposition, and m Ministerial. (479, 1256, 630, 1277)
cable-item: CALCUTTA, September 11th. There are conflicting rumours current with reference to Burmah, but they are (12, 1847, 162, 1878)
vote-amount: 250 0 0 (444, 475, 473, 486)
product-text: Sold by all respectable Chemists and General Storekeepers. (958, 569, 1106, 590)
vote-amount: 35 0 0 (449, 437, 473, 448)
signature: Manager, (857, 1019, 891, 1029)
race-details: Of 15 sovs. Nomination, 15s. Acceptance, 10s. Distance, one mile. (796, 475, 952, 495)
subheading: CLERK OF THE COURSE: (825, 285, 923, 296)
story-paragraph: Resolved—That the Secretary communicate with the Secretaries of the Cromwell and Alexandra Clubs, expressing its willingness to co-operate with them in bringing together the best representative team to play in the county match. (321, 900, 473, 978)
divider (816, 99, 932, 100)
motion: 5. Cr PITCHES to move—That one uniform rate of wages be paid to all day men working on County roads, viz.: 9s a shilling a per day, except in special cases. (168, 1609, 315, 1649)
signature: S. DEWAR, (748, 631, 790, 642)
royal-crest-icon (1009, 803, 1055, 833)
region-heading: MAORI MEMBERS. (517, 1194, 592, 1205)
product-name: NO. 3.—LIVER INVIGORATOR PILLS. (963, 276, 1101, 299)
horse-name: SAM (848, 903, 900, 926)
ad-heading: GOLD AND SILVER WATCHES. (981, 1054, 1083, 1078)
divider (391, 1230, 403, 1231)
